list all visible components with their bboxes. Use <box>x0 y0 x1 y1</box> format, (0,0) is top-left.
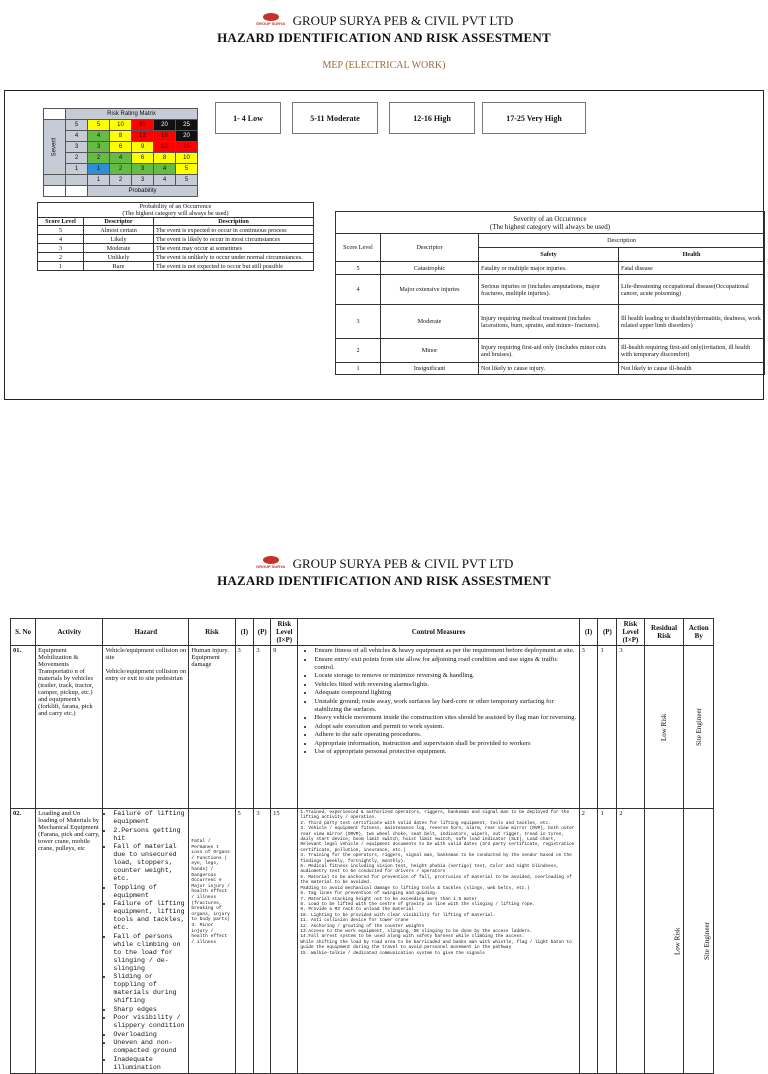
matrix-cell: 3 <box>132 164 154 175</box>
matrix-cell: 15 <box>132 120 154 131</box>
probability-value: 2 <box>110 175 132 186</box>
table-row: 4 Major extensive injuries Serious injuries or (includes amputations, major fractures, multiple injuries). Life-threatening occupational disease(Occupational cancer, acute poisoning) <box>336 275 765 305</box>
matrix-title: Risk Rating Matrix <box>66 109 198 120</box>
table-row: 2 Unlikely The event is unlikely to occur under normal circumstances. <box>38 253 314 262</box>
table-row: 2 Minor Injury requiring first-aid only (includes minor cuts and bruises). Ill-health requiring first-aid only(irritation, ill health with temporary discomfort) <box>336 339 765 363</box>
legend-low: 1- 4 Low <box>215 102 281 134</box>
matrix-cell: 6 <box>110 142 132 153</box>
severity-value: 3 <box>66 142 88 153</box>
risk-rating-matrix <box>43 108 198 197</box>
header-cell: Description <box>154 218 314 226</box>
table-row: 1 Insignificant Not likely to cause injury. Not likely to cause ill-health <box>336 363 765 375</box>
probability-value: 4 <box>154 175 176 186</box>
header-cell: (I) <box>235 619 254 646</box>
matrix-cell: 10 <box>110 120 132 131</box>
header-cell: Residual Risk <box>644 619 684 646</box>
document-title: HAZARD IDENTIFICATION AND RISK ASSESTMENT <box>217 30 551 45</box>
hira-table <box>10 618 714 1074</box>
probability-value: 5 <box>176 175 198 186</box>
matrix-axis-probability: Probability <box>88 186 198 197</box>
legend-moderate: 5-11 Moderate <box>292 102 378 134</box>
header-cell: (I) <box>579 619 598 646</box>
matrix-cell: 2 <box>110 164 132 175</box>
table-row: 4 Likely The event is likely to occur in most circumstances <box>38 235 314 244</box>
matrix-cell: 16 <box>154 131 176 142</box>
table-row: 1 Rare The event is not expected to occur but still possible <box>38 262 314 271</box>
matrix-cell: 4 <box>88 131 110 142</box>
matrix-cell: 1 <box>88 164 110 175</box>
matrix-cell: 12 <box>132 131 154 142</box>
document-subtitle: MEP (ELECTRICAL WORK) <box>322 60 446 71</box>
header-cell: S. No <box>11 619 36 646</box>
matrix-cell: 4 <box>154 164 176 175</box>
probability-value: 3 <box>132 175 154 186</box>
header-cell: (P) <box>598 619 617 646</box>
header-cell: Health <box>619 248 765 262</box>
table-row: 02. Loading and Un loading of Materials by Mechanical Equipment (Farana, pick and carry, tower crane, mobile crane, pulleys, etc • Failure of lifting equipment • 2.Persons getting hit • Fall of material due to unsecured load, stoppers, counter weight, etc. • Toppling of equipment • Failure of lifting equipment, lifting tools and tackles, etc. • Fall of persons while climbing on to the load for slinging / de-slinging • Sliding or toppling of materials during shifting • Sharp edges • Poor visibility / slippery condition • Overloading • Uneven and non-compacted ground • Inadequate illumination Fatal / Permanen t Loss of Organs / Functions ( eye, legs, hands) / Dangerous Occurrenc e Major injury / health effect / illness (fractures, breaking of organs, injury to body parts) 3. Minor injury / health effect / illness 5 3 15 1.Trained, experienced & authorized operators, riggers, banksman and signal man to be deployed for the lifting activity / operation. 2. Third party test certificate with valid dates for lifting equipment, tools and tackles, etc. 3. Vehicle / equipment fitness, maintenance log, reverse horn, alarm, rear view mirror (RVM), both outer rear view mirror (ORVM), two wheel choke, seat belt, indicators, wipers, out rigger, tread in tyres, daily start device, boom limit switch, hoist limit switch, safe load indicator (SLI), Load chart, Relevant legal vehicle / equipment documents to be with valid dates (3rd party certificate, registration certificate, pollution, insurance, etc.) 4. Training for the operators, riggers, signal man, banksman to be conducted by the vendor based on the findings (weekly, fortnightly, monthly). 5. Medical fitness including vision test, height phobia (vertigo) test, Color and night blindness, audiometry test to be conducted for drivers / operators 5. Material to be anchored for prevention of fall, protrusion of material to be avoided, overloading of the material to be avoided. Padding to avoid mechanical damage to lifting tools & tackles (slings, web belts, etc.) 6. Tag lines for prevention of swinging and guiding. 7. Material stacking height not to be exceeding more than 1.5 meter 8. Load to be lifted with the centre of gravity in line with the slinging / lifting rope. 9. Provide a M3 rack to unload the material 10. Lighting to be provided with clear visibility for lifting of material. 11. Anti collision device for tower crane 12. Anchoring / grouting of the counter weights 13.Access to the work equipment, slinging, DE slinging to be done by the access ladders. 14.Fall arrest system to be used along with safety harness while climbing the access. While shifting the load by road area to be barricaded and banks man with whistle, flag / light baton to guide the equipment during the travel to avoid personnel movement in the pathway 15. Walkie-talkie / dedicated communication system to give the signals 2 1 2 Low Risk Site Engineer <box>11 809 714 1074</box>
header-cell: Risk Level (I×P) <box>617 619 644 646</box>
legend-high: 12-16 High <box>389 102 475 134</box>
header-cell: Activity <box>36 619 103 646</box>
hazard-list: • Failure of lifting equipment • 2.Persons getting hit • Fall of material due to unsecured load, stoppers, counter weight, etc. • Toppling of equipment • Failure of lifting equipment, lifting tools and tackles, etc. • Fall of persons while climbing on to the load for slinging / de-slinging • Sliding or toppling of materials during shifting • Sharp edges • Poor visibility / slippery condition • Overloading • Uneven and non-compacted ground • Inadequate illumination <box>105 810 186 1072</box>
document-title: HAZARD IDENTIFICATION AND RISK ASSESTMENT <box>217 573 551 588</box>
company-name: GROUP SURYA PEB & CIVIL PVT LTD <box>292 13 514 28</box>
header-cell: Control Measures <box>298 619 579 646</box>
control-measures-list: • Ensure fitness of all vehicles & heavy equipment as per the requirement before deployment at site. • Ensure entry/ exit points from site allow for adjoining road condition and use signs & traffic control. • Locate storage to remove or minimize reversing & handling. • Vehicles fitted with reversing alarms/lights. • Adequate compound lighting • Unstable ground; route away, work surfaces lay hard-core or other temporary surfacing for stabilizing the surfaces. • Heavy vehicle movement inside the construction sites should be assisted by flag man for reversing. • Adopt safe execution and permit to work system. • Adhere to the safe operating procedures. • Appropriate information, instruction and supervision shall be provided to workers • Use of appropriate personal protective equipment. <box>300 647 576 756</box>
header-cell: Risk <box>189 619 235 646</box>
control-measures-text: 1.Trained, experienced & authorized operators, riggers, banksman and signal man to be deployed for the lifting activity / operation. 2. Third party test certificate with valid dates for lifting equipment, tools and tackles, etc. 3. Vehicle / equipment fitness, maintenance log, reverse horn, alarm, rear view mirror (RVM), both outer rear view mirror (ORVM), two wheel choke, seat belt, indicators, wipers, out rigger, tread in tyres, daily start device, boom limit switch, hoist limit switch, safe load indicator (SLI), Load chart, Relevant legal vehicle / equipment documents to be with valid dates (3rd party certificate, registration certificate, pollution, insurance, etc.) 4. Training for the operators, riggers, signal man, banksman to be conducted by the vendor based on the findings (weekly, fortnightly, monthly). 5. Medical fitness including vision test, height phobia (vertigo) test, Color and night blindness, audiometry test to be conducted for drivers / operators 5. Material to be anchored for prevention of fall, protrusion of material to be avoided, overloading of the material to be avoided. Padding to avoid mechanical damage to lifting tools & tackles (slings, web belts, etc.) 6. Tag lines for prevention of swinging and guiding. 7. Material stacking height not to be exceeding more than 1.5 meter 8. Load to be lifted with the centre of gravity in line with the slinging / lifting rope. 9. Provide a M3 rack to unload the material 10. Lighting to be provided with clear visibility for lifting of material. 11. Anti collision device for tower crane 12. Anchoring / grouting of the counter weights 13.Access to the work equipment, slinging, DE slinging to be done by the access ladders. 14.Fall arrest system to be used along with safety harness while climbing the access. While shifting the load by road area to be barricaded and banks man with whistle, flag / light baton to guide the equipment during the travel to avoid personnel movement in the pathway 15. Walkie-talkie / dedicated communication system to give the signals <box>298 809 579 1074</box>
matrix-axis-severity: Severit <box>44 120 66 175</box>
header-cell: Safety <box>479 248 619 262</box>
severity-value: 4 <box>66 131 88 142</box>
severity-title: Severity of an Occurrence (The highest category will always be used) <box>336 212 765 234</box>
matrix-cell: 20 <box>154 120 176 131</box>
probability-table <box>37 202 314 271</box>
matrix-cell: 10 <box>176 153 198 164</box>
table-row: 01. Equipment Mobilization & Movements Transportatio n of materials by vehicles (trailer, track, tractor, camper, pickup, etc.) and equipment's (forklift, farana, pick and carry etc.) Vehicle/equipment collision on site Vehicle/equipment collision on entry or exit to site pedestrian Human injury. Equipment damage 3 3 9 • Ensure fitness of all vehicles & heavy equipment as per the requirement before deployment at site. • Ensure entry/ exit points from site allow for adjoining road condition and use signs & traffic control. • Locate storage to remove or minimize reversing & handling. • Vehicles fitted with reversing alarms/lights. • Adequate compound lighting • Unstable ground; route away, work surfaces lay hard-core or other temporary surfacing for stabilizing the surfaces. • Heavy vehicle movement inside the construction sites should be assisted by flag man for reversing. • Adopt safe execution and permit to work system. • Adhere to the safe operating procedures. • Appropriate information, instruction and supervision shall be provided to workers • Use of appropriate personal protective equipment. 3 1 3 Low Risk Site Engineer <box>11 646 714 809</box>
residual-risk: Low Risk <box>644 646 684 809</box>
table-row: 3 Moderate Injury requiring medical treatment (includes lacerations, burn, sprains, and minor- fractures). Ill health leading to disability(dermatitis, deafness, work related upper limb disorders) <box>336 305 765 339</box>
severity-value: 5 <box>66 120 88 131</box>
matrix-cell: 5 <box>88 120 110 131</box>
table-row: 5 Almost certain The event is expected to occur in continuous process <box>38 226 314 235</box>
matrix-cell: 2 <box>88 153 110 164</box>
header-cell: Score Level <box>38 218 84 226</box>
header-cell: Description <box>479 234 765 248</box>
legend-very-high: 17-25 Very High <box>482 102 586 134</box>
header-cell: Descriptor <box>381 234 479 262</box>
matrix-cell: 3 <box>88 142 110 153</box>
company-logo: GROUP SURYA <box>255 556 287 572</box>
matrix-cell: 8 <box>110 131 132 142</box>
company-name: GROUP SURYA PEB & CIVIL PVT LTD <box>292 556 514 571</box>
matrix-cell: 6 <box>132 153 154 164</box>
header-cell: Hazard <box>103 619 189 646</box>
header-cell: Score Level <box>336 234 381 262</box>
table-row: 3 Moderate The event may occur at sometimes <box>38 244 314 253</box>
matrix-cell: 4 <box>110 153 132 164</box>
matrix-cell: 25 <box>176 120 198 131</box>
page-header-2 <box>0 555 768 589</box>
action-by: Site Engineer <box>684 809 714 1074</box>
severity-table <box>335 211 765 375</box>
page-header-1 <box>0 12 768 46</box>
table-row: 5 Catastrophic Fatality or multiple major injuries. Fatal disease <box>336 262 765 275</box>
matrix-cell: 5 <box>176 164 198 175</box>
company-logo: GROUP SURYA <box>255 13 287 29</box>
probability-value: 1 <box>88 175 110 186</box>
header-cell: Risk Level (I×P) <box>271 619 298 646</box>
residual-risk: Low Risk <box>644 809 684 1074</box>
probability-title: Probability of an Occurrence (The highest category will always be used) <box>38 203 314 218</box>
matrix-cell: 12 <box>154 142 176 153</box>
header-cell: Action By <box>684 619 714 646</box>
action-by: Site Engineer <box>684 646 714 809</box>
header-cell: Descriptor <box>84 218 154 226</box>
severity-value: 2 <box>66 153 88 164</box>
risk-reference-panel <box>4 90 764 400</box>
matrix-cell: 9 <box>132 142 154 153</box>
severity-value: 1 <box>66 164 88 175</box>
matrix-cell: 8 <box>154 153 176 164</box>
matrix-cell: 20 <box>176 131 198 142</box>
header-cell: (P) <box>254 619 271 646</box>
matrix-cell: 15 <box>176 142 198 153</box>
